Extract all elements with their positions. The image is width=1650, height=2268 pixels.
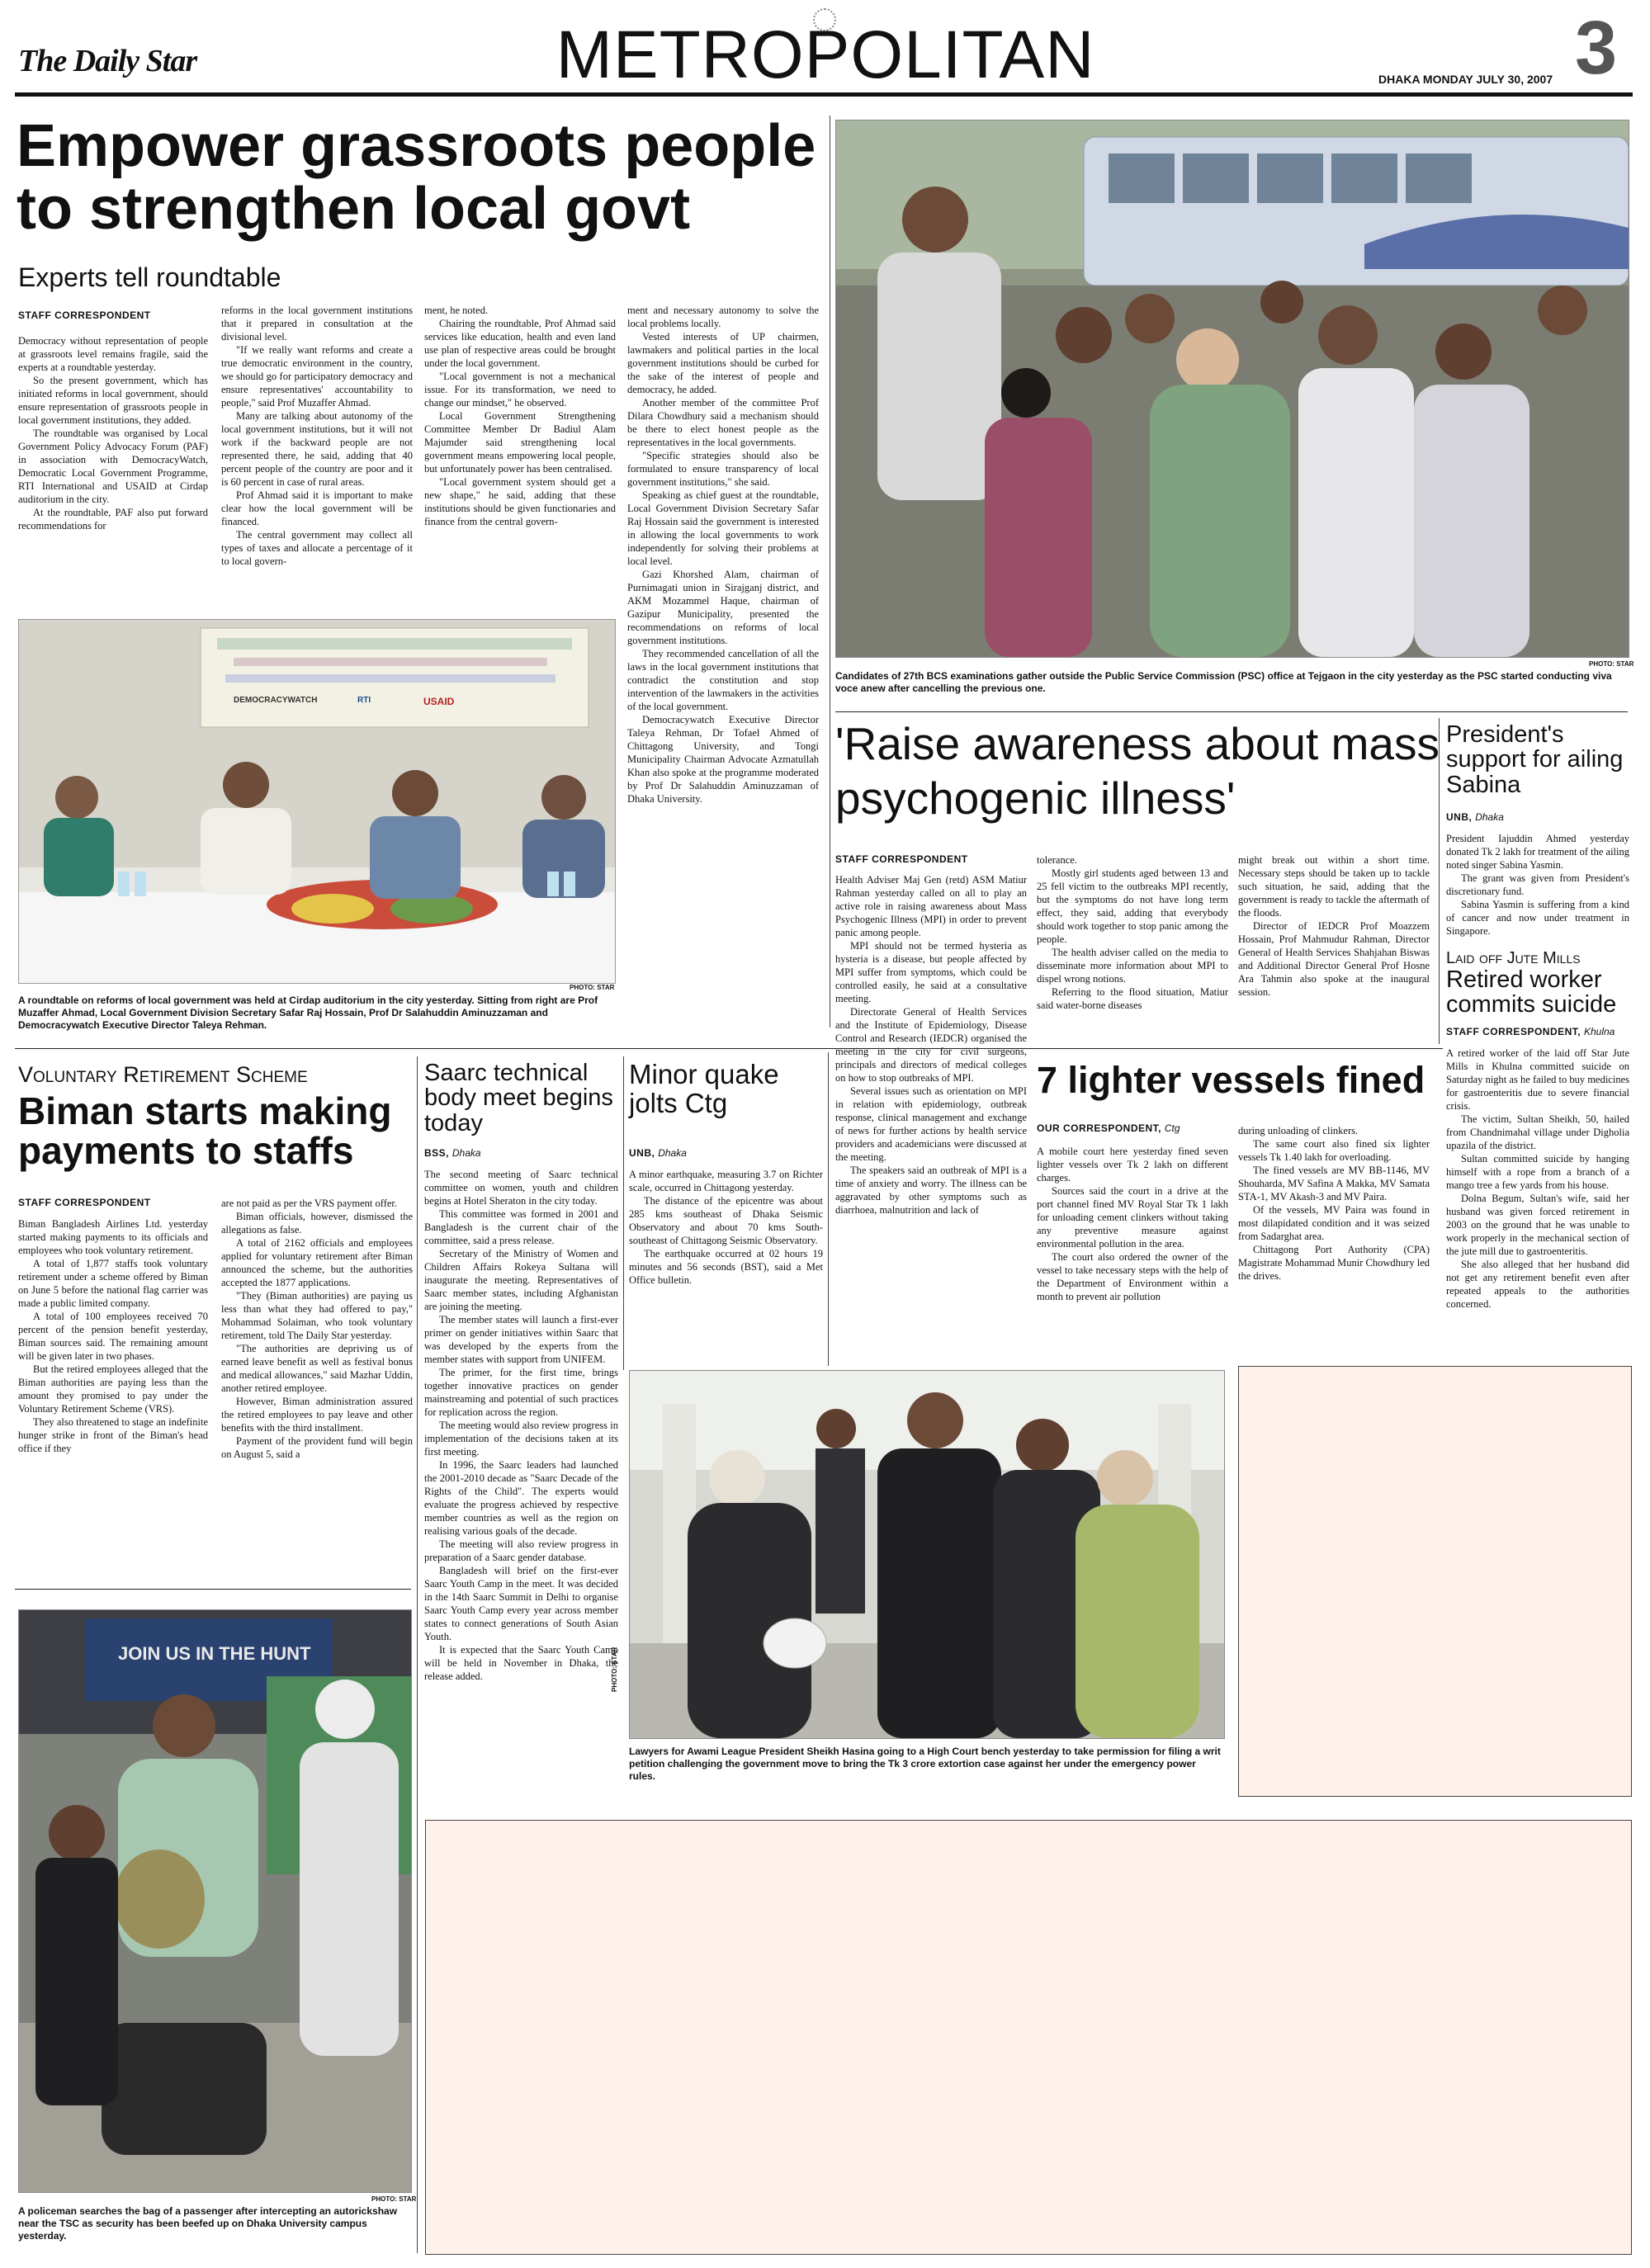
paragraph: The second meeting of Saarc technical committee on women, youth and children begins at Hotel Sheraton in the city today. bbox=[424, 1169, 618, 1207]
ad-space-bottom bbox=[425, 1820, 1632, 2255]
vessels-byline bbox=[1037, 1122, 1180, 1134]
jute-byline-agency: STAFF CORRESPONDENT, bbox=[1446, 1026, 1581, 1037]
paragraph: The meeting will also review progress in preparation of a Saarc gender database. bbox=[424, 1538, 618, 1563]
paragraph: A mobile court here yesterday fined seven lighter vessels over Tk 2 lakh on different charges. bbox=[1037, 1146, 1228, 1184]
ad-space-right bbox=[1238, 1366, 1632, 1797]
paragraph: They also threatened to stage an indefinite hunger strike in front of the Biman's head office if they bbox=[18, 1416, 208, 1454]
masthead-rule bbox=[15, 92, 1633, 97]
vessels-headline: 7 lighter vessels fined bbox=[1037, 1059, 1425, 1101]
dateline: DHAKA MONDAY JULY 30, 2007 bbox=[1378, 73, 1553, 86]
paragraph: MPI should not be termed hysteria as hysteria is a disease, but people affected by MPI suffer from symptoms, which could be controlled easily, he said at a consultative meeting. bbox=[835, 940, 1027, 1004]
paragraph: However, Biman administration assured the retired employees to pay leave and other benefits with the third installment. bbox=[221, 1396, 413, 1434]
paragraph: Many are talking about autonomy of the local government institutions, but it will not work if the backward people are not represented there, he said, adding that 40 percent people of the country are poor and it is 60 percent in case of rural areas. bbox=[221, 410, 413, 488]
biman-col-1 bbox=[18, 1217, 208, 1572]
jute-body bbox=[1446, 1047, 1629, 1352]
paragraph: A total of 1,877 staffs took voluntary retirement under a scheme offered by Biman on June 5 before the national flag carrier was made a public limited company. bbox=[18, 1258, 208, 1309]
saarc-byline bbox=[424, 1147, 481, 1159]
saarc-byline-agency: BSS, bbox=[424, 1147, 450, 1159]
column-rule bbox=[828, 1052, 829, 1366]
paragraph: The grant was given from President's discretionary fund. bbox=[1446, 872, 1629, 897]
photo-credit: PHOTO: STAR bbox=[570, 984, 615, 991]
paragraph: In 1996, the Saarc leaders had launched the 2001-2010 decade as "Saarc Decade of the Rights of the Child". The experts would evaluate the progress achieved by respective member countries as well as the region on realising various goals of the decade. bbox=[424, 1459, 618, 1537]
lawyers-illustration bbox=[630, 1371, 1224, 1738]
photo-credit: PHOTO: STAR bbox=[611, 1647, 618, 1692]
saarc-byline-location: Dhaka bbox=[452, 1147, 481, 1159]
paragraph: Prof Ahmad said it is important to make clear how the local government will be financed. bbox=[221, 489, 413, 527]
quake-headline: Minor quake jolts Ctg bbox=[629, 1059, 779, 1118]
paragraph: ment and necessary autonomy to solve the local problems locally. bbox=[627, 305, 819, 329]
paragraph: The primer, for the first time, brings together innovative practices on gender mainstreaming and potential of such practices for replication across the region. bbox=[424, 1367, 618, 1418]
quake-byline-location: Dhaka bbox=[658, 1147, 687, 1159]
paragraph: Sabina Yasmin is suffering from a kind of cancer and now under treatment in Singapore. bbox=[1446, 899, 1629, 937]
paragraph: The member states will launch a first-ever primer on gender initiatives within Saarc that was developed by the experts from the member states with support from UNIFEM. bbox=[424, 1314, 618, 1365]
paragraph: reforms in the local government institutions that it prepared in consultation at the divisional level. bbox=[221, 305, 413, 343]
paragraph: Democracy without representation of people at grassroots level remains fragile, said the experts at a roundtable yesterday. bbox=[18, 335, 208, 373]
paragraph: The speakers said an outbreak of MPI is a time of anxiety and worry. The illness can be aggravated by other symptoms such as diarrhoea, malnutrition and lack of bbox=[835, 1165, 1027, 1216]
biman-byline: STAFF CORRESPONDENT bbox=[18, 1197, 151, 1208]
paragraph: Biman officials, however, dismissed the allegations as false. bbox=[221, 1211, 413, 1236]
page-number: 3 bbox=[1575, 6, 1618, 90]
paragraph: "The authorities are depriving us of earned leave benefit as well as festival bonus and medical allowances," said Mazhar Uddin, another retired employee. bbox=[221, 1343, 413, 1394]
paragraph: She also alleged that her husband did not get any retirement benefit even after repeated appeals to the authorities concerned. bbox=[1446, 1259, 1629, 1310]
quake-body bbox=[629, 1168, 823, 1337]
jute-byline-location: Khulna bbox=[1583, 1026, 1615, 1037]
paragraph: Chittagong Port Authority (CPA) Magistrate Mohammad Munir Chowdhury led the drives. bbox=[1238, 1244, 1430, 1282]
paragraph: The court also ordered the owner of the vessel to take necessary steps with the help of the Department of Environment within a month to prevent air pollution bbox=[1037, 1251, 1228, 1302]
paragraph: A minor earthquake, measuring 3.7 on Richter scale, occurred in Chittagong yesterday. bbox=[629, 1169, 823, 1193]
paragraph: So the present government, which has initiated reforms in local government, should ensure representation of grassroots people in local government institutions, they added. bbox=[18, 375, 208, 426]
paragraph: Sultan committed suicide by hanging himself with a rope from a branch of a mango tree a few yards from his house. bbox=[1446, 1153, 1629, 1191]
section-rule bbox=[15, 1589, 411, 1590]
sabina-byline-agency: UNB, bbox=[1446, 811, 1473, 823]
paragraph: Chairing the roundtable, Prof Ahmad said services like education, health and even land use plan of respective areas could be brought under the local government. bbox=[424, 318, 616, 369]
column-rule bbox=[1439, 718, 1440, 1044]
paragraph: Payment of the provident fund will begin on August 5, said a bbox=[221, 1435, 413, 1460]
lead-col-3 bbox=[424, 304, 616, 615]
banner-logo: USAID bbox=[423, 696, 455, 707]
police-illustration bbox=[19, 1610, 411, 2192]
paragraph: Directorate General of Health Services and the Institute of Epidemiology, Disease Control and Research (IEDCR) organised the meeting in the city for civil surgeons, principals and directors of medical colleges on how to stop outbreaks of MPI. bbox=[835, 1006, 1027, 1084]
section-rule bbox=[835, 711, 1628, 712]
photo-credit: PHOTO: STAR bbox=[1589, 660, 1634, 668]
bcs-candidates-photo bbox=[835, 120, 1629, 658]
paragraph: The roundtable was organised by Local Government Policy Advocacy Forum (PAF) in association with DemocracyWatch, Democratic Local Government Programme, RTI International and USAID at Cirdap auditorium in the city. bbox=[18, 428, 208, 505]
paragraph: Of the vessels, MV Paira was found in most dilapidated condition and it was seized from Sadarghat area. bbox=[1238, 1204, 1430, 1242]
lead-col-1 bbox=[18, 334, 208, 615]
paragraph: Gazi Khorshed Alam, chairman of Purnimagati union in Sirajganj district, and AKM Mozammel Haque, chairman of Gazipur Municipality, presented the recommendations on reforms of local government institutions. bbox=[627, 569, 819, 646]
paragraph: Director of IEDCR Prof Moazzem Hossain, Prof Mahmudur Rahman, Director General of Health Services Shahjahan Biswas and Additional Director General Prof Hosne Ara Tahmin also spoke at the inaugural session. bbox=[1238, 920, 1430, 998]
lawyers-photo bbox=[629, 1370, 1225, 1739]
saarc-headline: Saarc technical body meet begins today bbox=[424, 1060, 613, 1136]
vessels-col-1 bbox=[1037, 1145, 1228, 1347]
crowd-illustration bbox=[836, 120, 1629, 657]
paragraph: Local Government Strengthening Committee Member Dr Badiul Alam Majumder said strengthening local government means empowering local people, but unfortunately power has been centralised. bbox=[424, 410, 616, 475]
roundtable-illustration bbox=[19, 620, 615, 983]
quake-byline bbox=[629, 1147, 687, 1159]
photo-credit: PHOTO: STAR bbox=[371, 2195, 417, 2203]
paragraph: Another member of the committee Prof Dilara Chowdhury said a mechanism should be there to elect honest people as the representatives in the local governments. bbox=[627, 397, 819, 448]
paragraph: during unloading of clinkers. bbox=[1238, 1125, 1359, 1136]
paragraph: Vested interests of UP chairmen, lawmakers and political parties in the local government institutions should be curbed for the sake of the interest of people and democracy, he added. bbox=[627, 331, 819, 395]
paragraph: Referring to the flood situation, Matiur said water-borne diseases bbox=[1037, 986, 1228, 1011]
quake-byline-agency: UNB, bbox=[629, 1147, 655, 1159]
psychogenic-col-1 bbox=[835, 873, 1027, 1329]
paragraph: tolerance. bbox=[1037, 854, 1077, 866]
masthead-logo: The Daily Star bbox=[18, 44, 197, 78]
lead-subhead: Experts tell roundtable bbox=[18, 262, 281, 292]
psychogenic-col-3 bbox=[1238, 853, 1430, 1048]
saarc-body bbox=[424, 1168, 618, 1774]
paragraph: Speaking as chief guest at the roundtable, Local Government Division Secretary Safar Raj Hossain said the government is interested in allowing the local governments to work independently for solving their problems at local level. bbox=[627, 489, 819, 567]
paragraph: A total of 100 employees received 70 percent of the pension benefit yesterday, Biman sources said. The remaining amount will be given later in two phases. bbox=[18, 1311, 208, 1362]
section-rule bbox=[15, 1048, 1443, 1049]
paragraph: Several issues such as orientation on MPI in relation with epidemiology, outbreak response, clinical management and exchange of news for further actions by health service providers and academicians were discussed at the meeting. bbox=[835, 1085, 1027, 1163]
police-search-photo bbox=[18, 1609, 412, 2193]
paragraph: Health Adviser Maj Gen (retd) ASM Matiur Rahman yesterday called on all to play an active role in raising awareness about Mass Psychogenic Illness (MPI) in order to prevent panic among people. bbox=[835, 874, 1027, 938]
paragraph: A total of 2162 officials and employees applied for voluntary retirement after Biman announced the scheme, but the authorities accepted the 1877 applications. bbox=[221, 1237, 413, 1288]
paragraph: Mostly girl students aged between 13 and 25 fell victim to the outbreaks MPI recently, but the symptoms do not have long term effect, they said, adding that everybody should work together to stop panic among the people. bbox=[1037, 867, 1228, 945]
paragraph: President Iajuddin Ahmed yesterday donated Tk 2 lakh for treatment of the ailing noted singer Sabina Yasmin. bbox=[1446, 833, 1629, 871]
lawyers-caption: Lawyers for Awami League President Sheikh Hasina going to a High Court bench yesterday to take permission for filing a writ petition challenging the government move to bring the Tk 3 crore extortion case against her under the emergency power rules. bbox=[629, 1746, 1221, 1782]
paragraph: might break out within a short time. Necessary steps should be taken up to tackle such situation, he said, adding that the government is ready to tackle the aftermath of the floods. bbox=[1238, 854, 1430, 919]
paragraph: Biman Bangladesh Airlines Ltd. yesterday started making payments to its officials and employees who took voluntary retirement. bbox=[18, 1218, 208, 1256]
paragraph: Sources said the court in a drive at the port channel fined MV Royal Star Tk 1 lakh for unloading cement clinkers without taking any preventive measure against environmental pollution in the area. bbox=[1037, 1185, 1228, 1250]
banner-text: JOIN US IN THE HUNT bbox=[118, 1643, 311, 1664]
paragraph: Dolna Begum, Sultan's wife, said her husband was given forced retirement in 2003 on the ground that he was unable to work properly in the mechanical section of the jute mill due to gastroenteritis. bbox=[1446, 1193, 1629, 1257]
column-rule bbox=[623, 1056, 624, 1370]
paragraph: Bangladesh will brief on the first-ever Saarc Youth Camp in the meet. It was decided in the 14th Saarc Summit in Delhi to organise Saarc Youth Camp every year across member states to connect generations of South Asian Youth. bbox=[424, 1565, 618, 1642]
biman-kicker: Voluntary Retirement Scheme bbox=[18, 1062, 308, 1087]
jute-byline bbox=[1446, 1026, 1615, 1037]
column-rule bbox=[417, 1056, 418, 2253]
sabina-body bbox=[1446, 832, 1629, 947]
paragraph: "If we really want reforms and create a true democratic environment in the country, we should go for participatory democracy and ensure representatives' accountability to people," said Prof Muzaffer Ahmad. bbox=[221, 344, 413, 409]
jute-headline: Retired worker commits suicide bbox=[1446, 966, 1617, 1018]
paragraph: The distance of the epicentre was about 285 kms southeast of Dhaka Seismic Observatory and about 70 kms South-southeast of Chittagong Seismic Observatory. bbox=[629, 1195, 823, 1246]
paragraph: The fined vessels are MV BB-1146, MV Shouharda, MV Safina A Makka, MV Samata STA-1, MV Akash-3 and MV Paira. bbox=[1238, 1165, 1430, 1203]
psychogenic-byline: STAFF CORRESPONDENT bbox=[835, 853, 968, 865]
paragraph: The central government may collect all types of taxes and allocate a percentage of it to local govern- bbox=[221, 529, 413, 567]
sabina-byline-location: Dhaka bbox=[1475, 811, 1504, 823]
jute-kicker: Laid off Jute Mills bbox=[1446, 949, 1581, 967]
paragraph: This committee was formed in 2001 and Bangladesh is the current chair of the committee, said a press release. bbox=[424, 1208, 618, 1246]
paragraph: They recommended cancellation of all the laws in the local government institutions that contradict the constitution and stop intervention of the lawmakers in the activities of the local government. bbox=[627, 648, 819, 712]
vessels-byline-agency: OUR CORRESPONDENT, bbox=[1037, 1122, 1162, 1134]
paragraph: "They (Biman authorities) are paying us less than what they had offered to pay," Mohammad Solaiman, who took voluntary retirement, told The Daily Star yesterday. bbox=[221, 1290, 413, 1341]
sabina-headline: President's support for ailing Sabina bbox=[1446, 721, 1624, 798]
roundtable-photo bbox=[18, 619, 616, 984]
vessels-byline-location: Ctg bbox=[1164, 1122, 1180, 1134]
paragraph: are not paid as per the VRS payment offer. bbox=[221, 1198, 398, 1209]
paragraph: The health adviser called on the media to disseminate more information about MPI to dispel wrong notions. bbox=[1037, 947, 1228, 985]
paragraph: It is expected that the Saarc Youth Camp will be held in November in Dhaka, the release added. bbox=[424, 1644, 618, 1682]
biman-headline: Biman starts making payments to staffs bbox=[18, 1089, 392, 1173]
lead-headline: Empower grassroots people to strengthen local govt bbox=[17, 113, 816, 242]
bcs-caption: Candidates of 27th BCS examinations gather outside the Public Service Commission (PSC) office at Tejgaon in the city yesterday as the PSC started conducting viva voce anew after cancelling the previous one. bbox=[835, 670, 1612, 694]
paragraph: A retired worker of the laid off Star Jute Mills in Khulna committed suicide on Saturday night as he failed to buy medicines for gastroenteritis due to severe financial crisis. bbox=[1446, 1047, 1629, 1112]
paragraph: ment, he noted. bbox=[424, 305, 489, 316]
paragraph: "Local government is not a mechanical issue. For its transformation, we need to change our mindset," he observed. bbox=[424, 371, 616, 409]
paragraph: Secretary of the Ministry of Women and Children Affairs Rokeya Sultana will inaugurate the meeting. Representatives of Saarc member states, including Afghanistan are joining the meeting. bbox=[424, 1248, 618, 1312]
police-caption: A policeman searches the bag of a passenger after intercepting an autorickshaw near the TSC as security has been beefed up on Dhaka University campus yesterday. bbox=[18, 2205, 398, 2242]
psychogenic-headline: 'Raise awareness about mass psychogenic illness' bbox=[835, 718, 1440, 824]
section-title: METROPOLITAN bbox=[556, 17, 1095, 92]
paragraph: But the retired employees alleged that the Biman authorities are paying less than the amount they promised to pay under the Voluntary Retirement Scheme (VRS). bbox=[18, 1363, 208, 1415]
biman-col-2 bbox=[221, 1197, 413, 1572]
paragraph: Democracywatch Executive Director Taleya Rehman, Dr Tofael Ahmed of Chittagong University, and Tongi Municipality Chairman Advocate Azmatullah Khan also spoke at the programme moderated by Prof Dr Salahuddin Aminuzzaman of Dhaka University. bbox=[627, 714, 819, 805]
banner-logo: DEMOCRACYWATCH bbox=[234, 696, 318, 705]
paragraph: The victim, Sultan Sheikh, 50, hailed from Chandnimahal village under Digholia upazila of the district. bbox=[1446, 1113, 1629, 1151]
lead-byline: STAFF CORRESPONDENT bbox=[18, 309, 151, 321]
paragraph: The earthquake occurred at 02 hours 19 minutes and 56 seconds (BST), said a Met Office bulletin. bbox=[629, 1248, 823, 1286]
sabina-byline bbox=[1446, 811, 1504, 823]
psychogenic-col-2 bbox=[1037, 853, 1228, 1048]
paragraph: At the roundtable, PAF also put forward recommendations for bbox=[18, 507, 208, 532]
banner-logo: RTI bbox=[357, 696, 371, 705]
paragraph: "Specific strategies should also be formulated to ensure transparency of local government institutions," she said. bbox=[627, 450, 819, 488]
paragraph: "Local government system should get a new shape," he said, adding that these institutions should be given functionaries and finance from the central govern- bbox=[424, 476, 616, 527]
vessels-col-2 bbox=[1238, 1124, 1430, 1347]
roundtable-caption: A roundtable on reforms of local government was held at Cirdap auditorium in the city yesterday. Sitting from right are Prof Muzaffer Ahmad, Local Government Division Secretary Safar Raj Hossain, Prof Dr Salahuddin Aminuzzaman and Democracywatch Executive Director Taleya Rehman. bbox=[18, 995, 598, 1031]
lead-col-2 bbox=[221, 304, 413, 615]
paragraph: The meeting would also review progress in implementation of the decisions taken at its first meeting. bbox=[424, 1420, 618, 1458]
paragraph: The same court also fined six lighter vessels Tk 1.40 lakh for overloading. bbox=[1238, 1138, 1430, 1163]
